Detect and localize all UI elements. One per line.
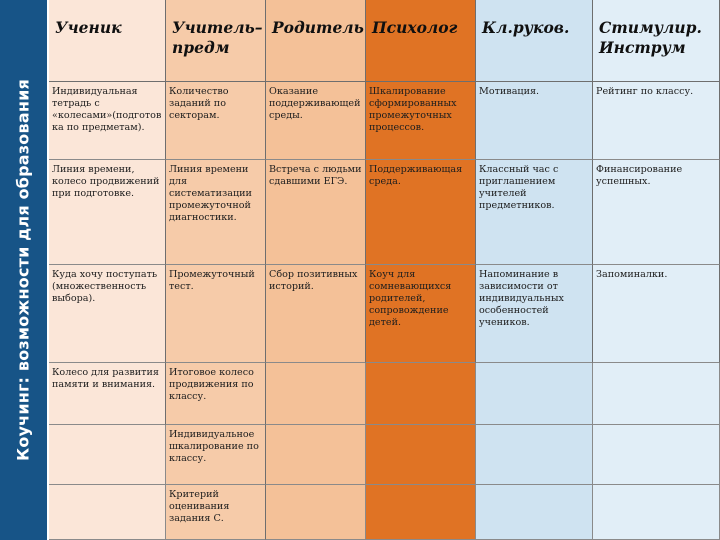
table-cell-student: Индивидуальная тетрадь с «колесами»(подготов ка по предметам).: [49, 82, 166, 160]
table-cell-parent: Встреча с людьми сдавшими ЕГЭ.: [266, 160, 366, 265]
table-cell-incentive: [593, 485, 720, 540]
table-cell-student: [49, 425, 166, 485]
table-cell-teacher: Промежуточный тест.: [166, 265, 266, 363]
table-cell-parent: [266, 363, 366, 425]
table-cell-student: Линия времени, колесо продвижений при подготовке.: [49, 160, 166, 265]
table-cell-parent: [266, 425, 366, 485]
table-cell-psychologist: [366, 363, 476, 425]
coaching-table: [49, 0, 720, 540]
header-psychologist: Психолог: [366, 0, 476, 82]
table-cell-class-teacher: Мотивация.: [476, 82, 593, 160]
table-cell-incentive: Запоминалки.: [593, 265, 720, 363]
table-cell-class-teacher: [476, 485, 593, 540]
header-incentive-tools: Стимулир. Инструм: [593, 0, 720, 82]
header-student: Ученик: [49, 0, 166, 82]
table-cell-parent: [266, 485, 366, 540]
table-cell-teacher: Итоговое колесо продвижения по классу.: [166, 363, 266, 425]
side-title: Коучинг: возможности для образования: [13, 79, 33, 461]
table-cell-student: Колесо для развития памяти и внимания.: [49, 363, 166, 425]
table-cell-teacher: Линия времени для систематизации промежуточной диагностики.: [166, 160, 266, 265]
table-cell-student: [49, 485, 166, 540]
table-cell-class-teacher: Классный час с приглашением учителей предметников.: [476, 160, 593, 265]
table-cell-parent: Сбор позитивных историй.: [266, 265, 366, 363]
table-cell-teacher: Индивидуальное шкалирование по классу.: [166, 425, 266, 485]
table-cell-class-teacher: [476, 425, 593, 485]
table-cell-teacher: Количество заданий по секторам.: [166, 82, 266, 160]
table-cell-psychologist: [366, 485, 476, 540]
table-cell-class-teacher: Напоминание в зависимости от индивидуальных особенностей учеников.: [476, 265, 593, 363]
table-cell-incentive: Финансирование успешных.: [593, 160, 720, 265]
table-cell-class-teacher: [476, 363, 593, 425]
table-cell-student: Куда хочу поступать (множественность выбора).: [49, 265, 166, 363]
side-band: [0, 0, 47, 540]
header-parent: Родитель: [266, 0, 366, 82]
table-cell-incentive: [593, 425, 720, 485]
table-cell-psychologist: Коуч для сомневающихся родителей, сопровождение детей.: [366, 265, 476, 363]
table-cell-parent: Оказание поддерживающей среды.: [266, 82, 366, 160]
table-cell-psychologist: [366, 425, 476, 485]
table-cell-psychologist: Шкалирование сформированных промежуточных процессов.: [366, 82, 476, 160]
table-cell-incentive: Рейтинг по классу.: [593, 82, 720, 160]
header-teacher: Учитель– предм: [166, 0, 266, 82]
table-cell-teacher: Критерий оценивания задания С.: [166, 485, 266, 540]
table-cell-incentive: [593, 363, 720, 425]
table-cell-psychologist: Поддерживающая среда.: [366, 160, 476, 265]
header-class-teacher: Кл.руков.: [476, 0, 593, 82]
